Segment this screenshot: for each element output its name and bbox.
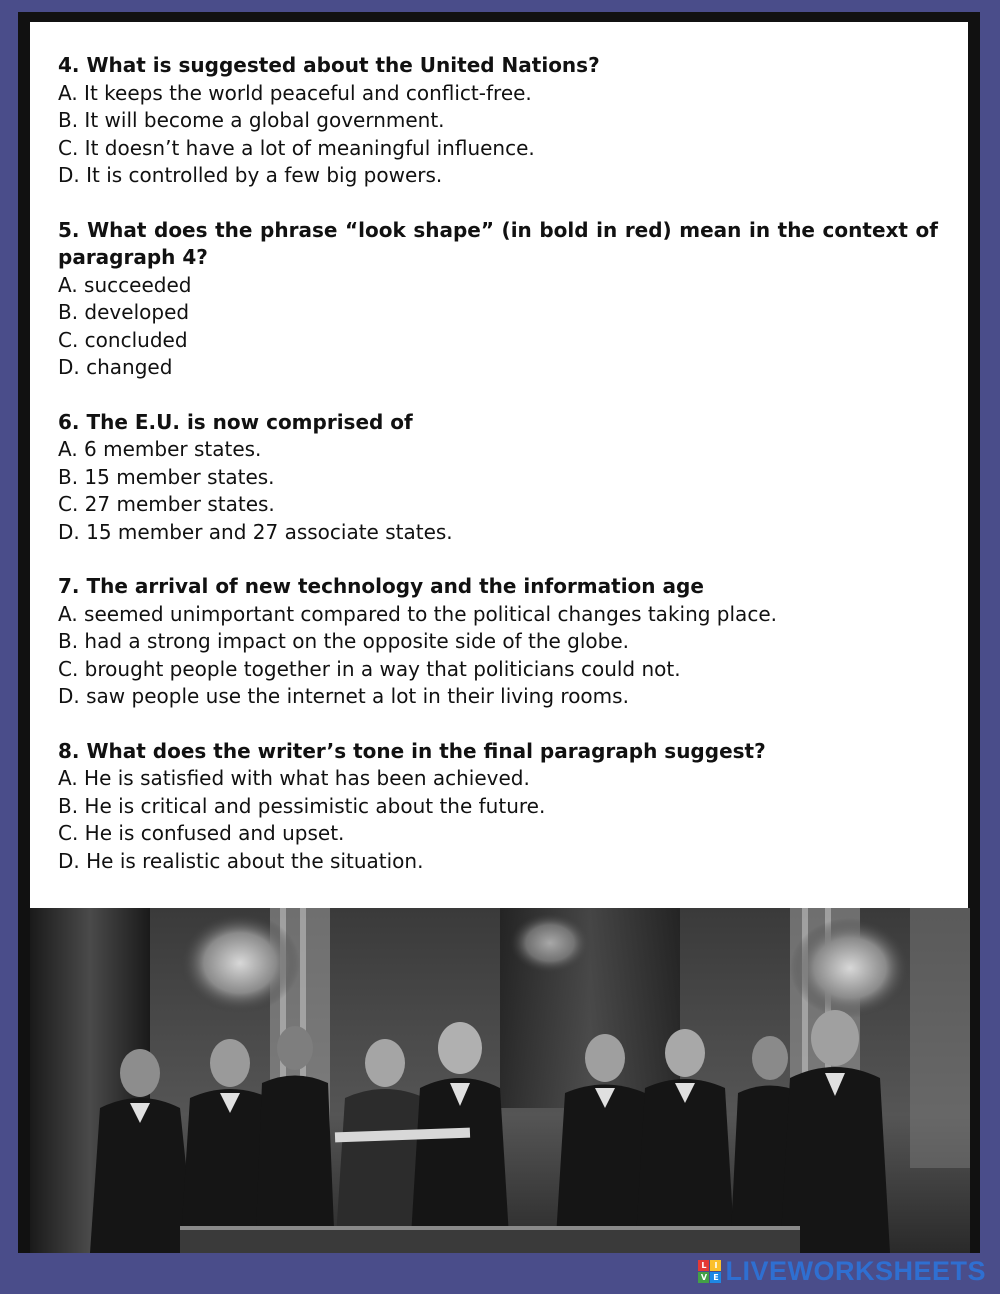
answer-option-d[interactable]: D. 15 member and 27 associate states. [58,519,453,544]
answer-option-c[interactable]: C. concluded [58,327,188,352]
liveworksheets-logo[interactable] [698,1255,986,1287]
answer-option-a[interactable]: A. He is satisfied with what has been achieved. [58,766,530,790]
worksheet-sheet [30,22,968,908]
logo-text: LIVEWORKSHEETS [725,1255,986,1286]
question-8 [58,738,938,876]
question-4 [58,52,938,190]
answer-option-b[interactable]: B. had a strong impact on the opposite side of the globe. [58,629,630,653]
question-title: 5. What does the phrase “look shape” (in bold in red) mean in the context of paragraph 4? [58,217,938,269]
logo-letter: V [698,1272,709,1283]
question-title: 6. The E.U. is now comprised of [58,409,413,434]
question-5 [58,217,938,382]
question-list [58,52,938,902]
historical-photo [30,908,970,1253]
answer-option-c[interactable]: C. brought people together in a way that politicians could not. [58,656,681,681]
answer-option-b[interactable]: B. It will become a global government. [58,108,445,132]
answer-option-a[interactable]: A. 6 member states. [58,437,262,461]
answer-option-c[interactable]: C. 27 member states. [58,492,275,516]
answer-option-a[interactable]: A. succeeded [58,272,192,297]
answer-option-b[interactable]: B. developed [58,300,190,324]
logo-letter: L [698,1260,709,1271]
answer-option-b[interactable]: B. He is critical and pessimistic about the future. [58,793,546,818]
answer-option-d[interactable]: D. changed [58,355,173,379]
logo-grid-icon [698,1260,721,1283]
question-title: 7. The arrival of new technology and the information age [58,574,704,598]
logo-letter: E [710,1272,721,1283]
question-title: 4. What is suggested about the United Nations? [58,53,600,77]
answer-option-d[interactable]: D. saw people use the internet a lot in their living rooms. [58,684,629,708]
logo-letter: I [710,1260,721,1271]
answer-option-a[interactable]: A. seemed unimportant compared to the political changes taking place. [58,601,777,626]
question-6 [58,409,938,547]
answer-option-d[interactable]: D. It is controlled by a few big powers. [58,163,443,187]
answer-option-b[interactable]: B. 15 member states. [58,464,275,489]
answer-option-c[interactable]: C. It doesn’t have a lot of meaningful influence. [58,135,535,160]
answer-option-a[interactable]: A. It keeps the world peaceful and conflict-free. [58,80,532,105]
photo-illustration [30,908,970,1253]
question-title: 8. What does the writer’s tone in the final paragraph suggest? [58,738,766,763]
question-7 [58,573,938,711]
answer-option-d[interactable]: D. He is realistic about the situation. [58,848,424,873]
answer-option-c[interactable]: C. He is confused and upset. [58,821,345,845]
